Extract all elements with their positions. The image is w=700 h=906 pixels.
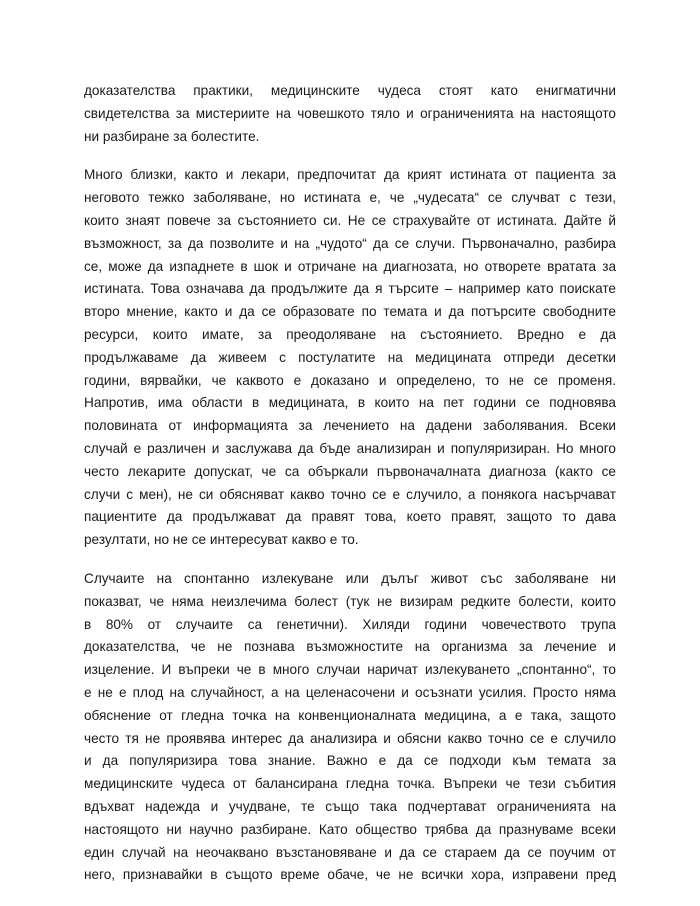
- text-line: него, признавайки в същото време обаче, че не всички хора, изправени пред: [84, 867, 616, 883]
- text-line: години, вярвайки, че каквото е доказано и определено, то не се променя.: [84, 372, 616, 388]
- text-line: половината от информацията за лечението на дадени заболявания. Всеки: [84, 418, 616, 434]
- text-line: Напротив, има области в медицината, в които на пет години се подновява: [84, 395, 616, 411]
- text-line: е не е плод на случайност, а на целенасочени и осъзнати усилия. Просто няма: [84, 684, 616, 700]
- text-line: Много близки, както и лекари, предпочитат да крият истината от пациента за: [84, 167, 616, 183]
- body-text: [84, 80, 616, 903]
- text-line: Случаите на спонтанно излекуване или дълъг живот със заболяване ни: [84, 570, 616, 586]
- text-line: един случай на неочаквано възстановяване и да се стараем да се поучим от: [84, 844, 616, 860]
- text-line: настоящото ни научно разбиране. Като общество трябва да празнуваме всеки: [84, 821, 616, 837]
- text-line: доказателства, че не познава възможностите на организма за лечение и: [84, 639, 616, 655]
- text-line: неговото тежко заболяване, но истината е, че „чудесата“ се случват с тези,: [84, 190, 616, 206]
- text-line: възможност, за да позволите и на „чудото“ да се случи. Първоначално, разбира: [84, 235, 616, 251]
- text-line: които знаят повече за състоянието си. Не се страхувайте от истината. Дайте й: [84, 212, 616, 228]
- text-line: се, може да изпаднете в шок и отричане на диагнозата, но отворете вратата за: [84, 258, 616, 274]
- paragraph-1: [84, 80, 616, 148]
- paragraph-2: [84, 164, 616, 552]
- text-line: ни разбиране за болестите.: [84, 128, 260, 144]
- text-line: второ мнение, както и да се образовате по темата и да потърсите свободните: [84, 304, 616, 320]
- text-line: често тя не проявява интерес да анализира и обясни какво точно се е случило: [84, 730, 616, 746]
- text-line: ресурси, които имате, за преодоляване на състоянието. Вредно е да: [84, 326, 616, 342]
- paragraph-3: [84, 568, 616, 887]
- text-line: истината. Това означава да продължите да я търсите – например като поискате: [84, 281, 616, 297]
- text-line: обяснение от гледна точка на конвенционалната медицина, а е така, защото: [84, 707, 616, 723]
- text-line: често лекарите допускат, че са объркали първоначалната диагноза (както се: [84, 463, 616, 479]
- text-line: медицинските чудеса от балансирана гледна точка. Въпреки че тези събития: [84, 776, 616, 792]
- text-line: резултати, но не се интересуват какво е то.: [84, 532, 359, 548]
- text-line: доказателства практики, медицинските чудеса стоят като енигматични: [84, 83, 616, 98]
- text-line: свидетелства за мистериите на човешкото тяло и ограниченията на настоящото: [84, 105, 616, 121]
- text-line: случай е различен и заслужава да бъде анализиран и популяризиран. Но много: [84, 440, 616, 456]
- text-line: вдъхват надежда и учудване, те също така подчертават ограниченията на: [84, 798, 616, 814]
- text-line: показват, че няма неизлечима болест (тук не визирам редките болести, които: [84, 593, 616, 609]
- text-line: пациентите да продължават да правят това, което правят, защото то дава: [84, 509, 616, 525]
- text-line: случи с мен), не си обясняват какво точно се е случило, а понякога насърчават: [84, 486, 616, 502]
- text-line: в 80% от случаите са генетични). Хиляди години човечеството трупа: [84, 616, 616, 632]
- text-line: и да популяризира това знание. Важно е да се подходи към темата за: [84, 753, 616, 769]
- text-line: изцеление. И въпреки че в много случаи наричат излекуването „спонтанно“, то: [84, 662, 616, 678]
- text-line: продължаваме да живеем с постулатите на медицината отпреди десетки: [84, 349, 616, 365]
